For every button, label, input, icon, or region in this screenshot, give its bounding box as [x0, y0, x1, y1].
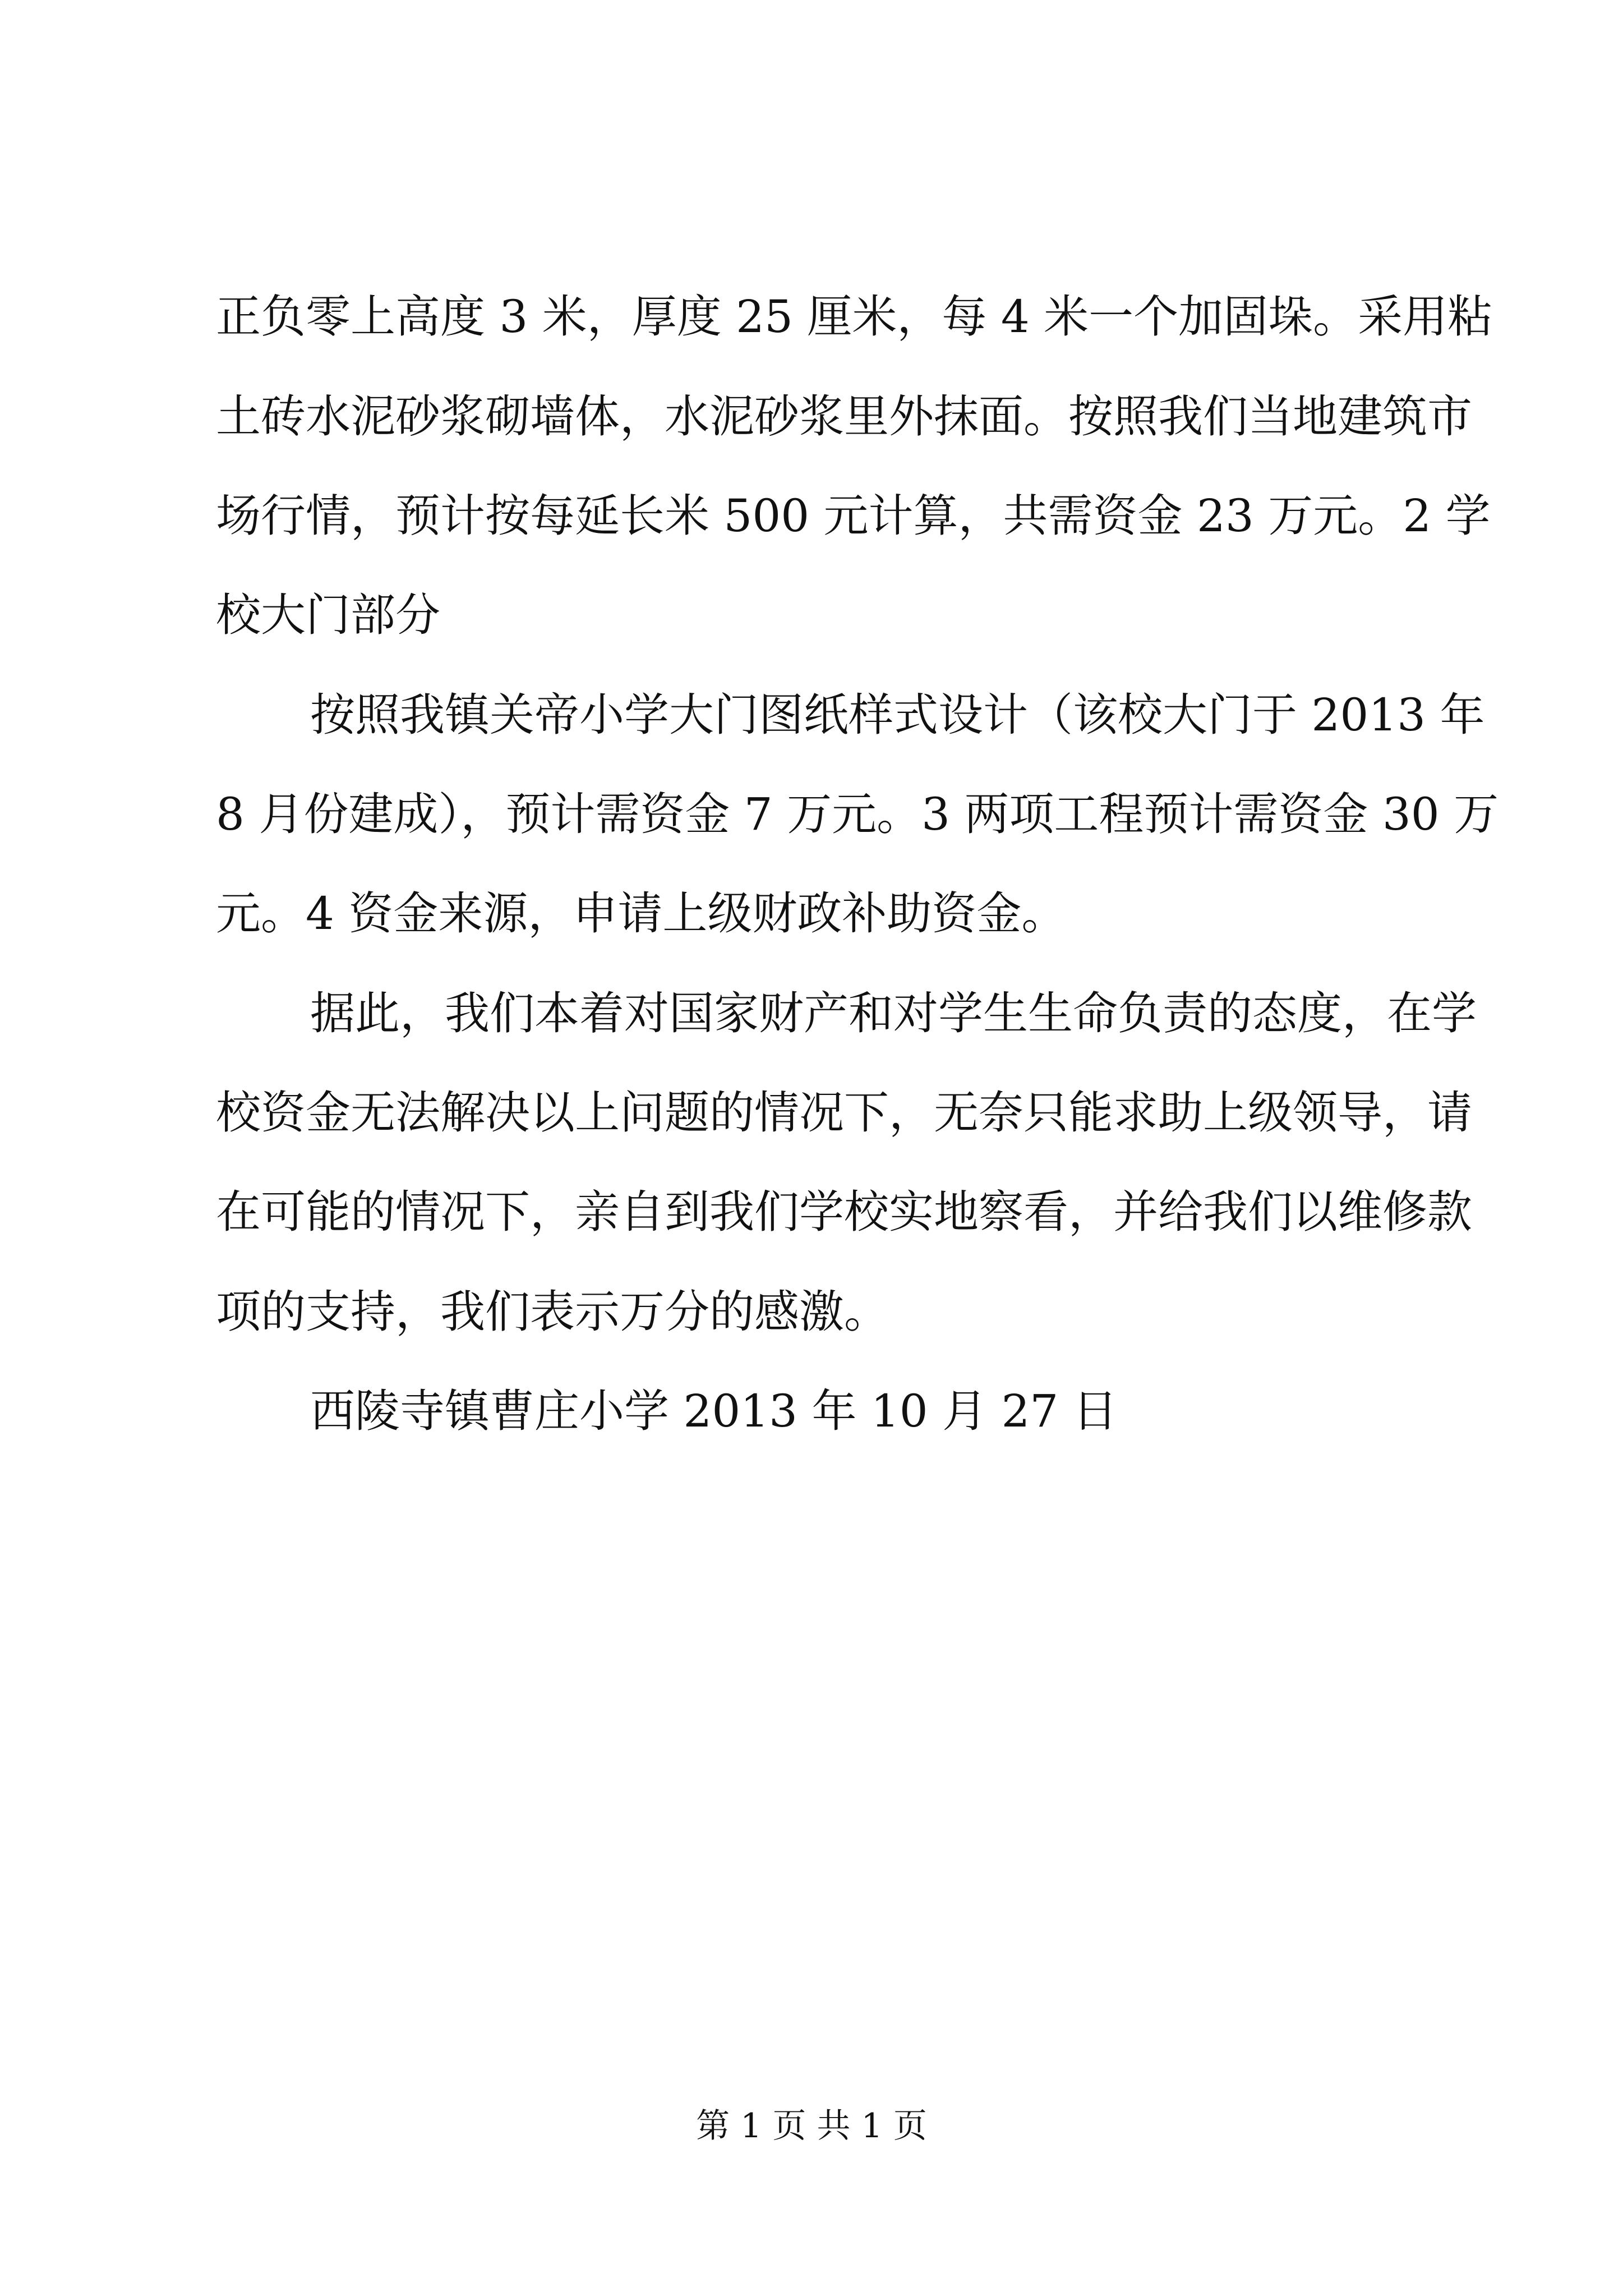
signature-line: 西陵寺镇曹庄小学 2013 年 10 月 27 日 — [310, 1385, 1118, 1437]
text-line: 项的支持，我们表示万分的感激。 — [216, 1286, 889, 1338]
text-line: 土砖水泥砂浆砌墙体，水泥砂浆里外抹面。按照我们当地建筑市 — [216, 390, 1472, 443]
text-line: 8 月份建成），预计需资金 7 万元。3 两项工程预计需资金 30 万 — [216, 788, 1499, 840]
paragraph-first-line: 按照我镇关帝小学大门图纸样式设计（该校大门于 2013 年 — [310, 689, 1485, 741]
section-heading-line: 校大门部分 — [216, 589, 440, 641]
text-line: 场行情，预计按每延长米 500 元计算，共需资金 23 万元。2 学 — [216, 490, 1491, 542]
text-line: 元。4 资金来源，申请上级财政补助资金。 — [216, 887, 1067, 940]
text-line: 正负零上高度 3 米，厚度 25 厘米，每 4 米一个加固垛。采用粘 — [216, 291, 1493, 343]
page-number-footer: 第 1 页 共 1 页 — [696, 2106, 927, 2146]
paragraph-first-line: 据此，我们本着对国家财产和对学生生命负责的态度，在学 — [310, 987, 1477, 1039]
text-line: 在可能的情况下，亲自到我们学校实地察看，并给我们以维修款 — [216, 1186, 1472, 1238]
text-line: 校资金无法解决以上问题的情况下，无奈只能求助上级领导，请 — [216, 1087, 1472, 1139]
